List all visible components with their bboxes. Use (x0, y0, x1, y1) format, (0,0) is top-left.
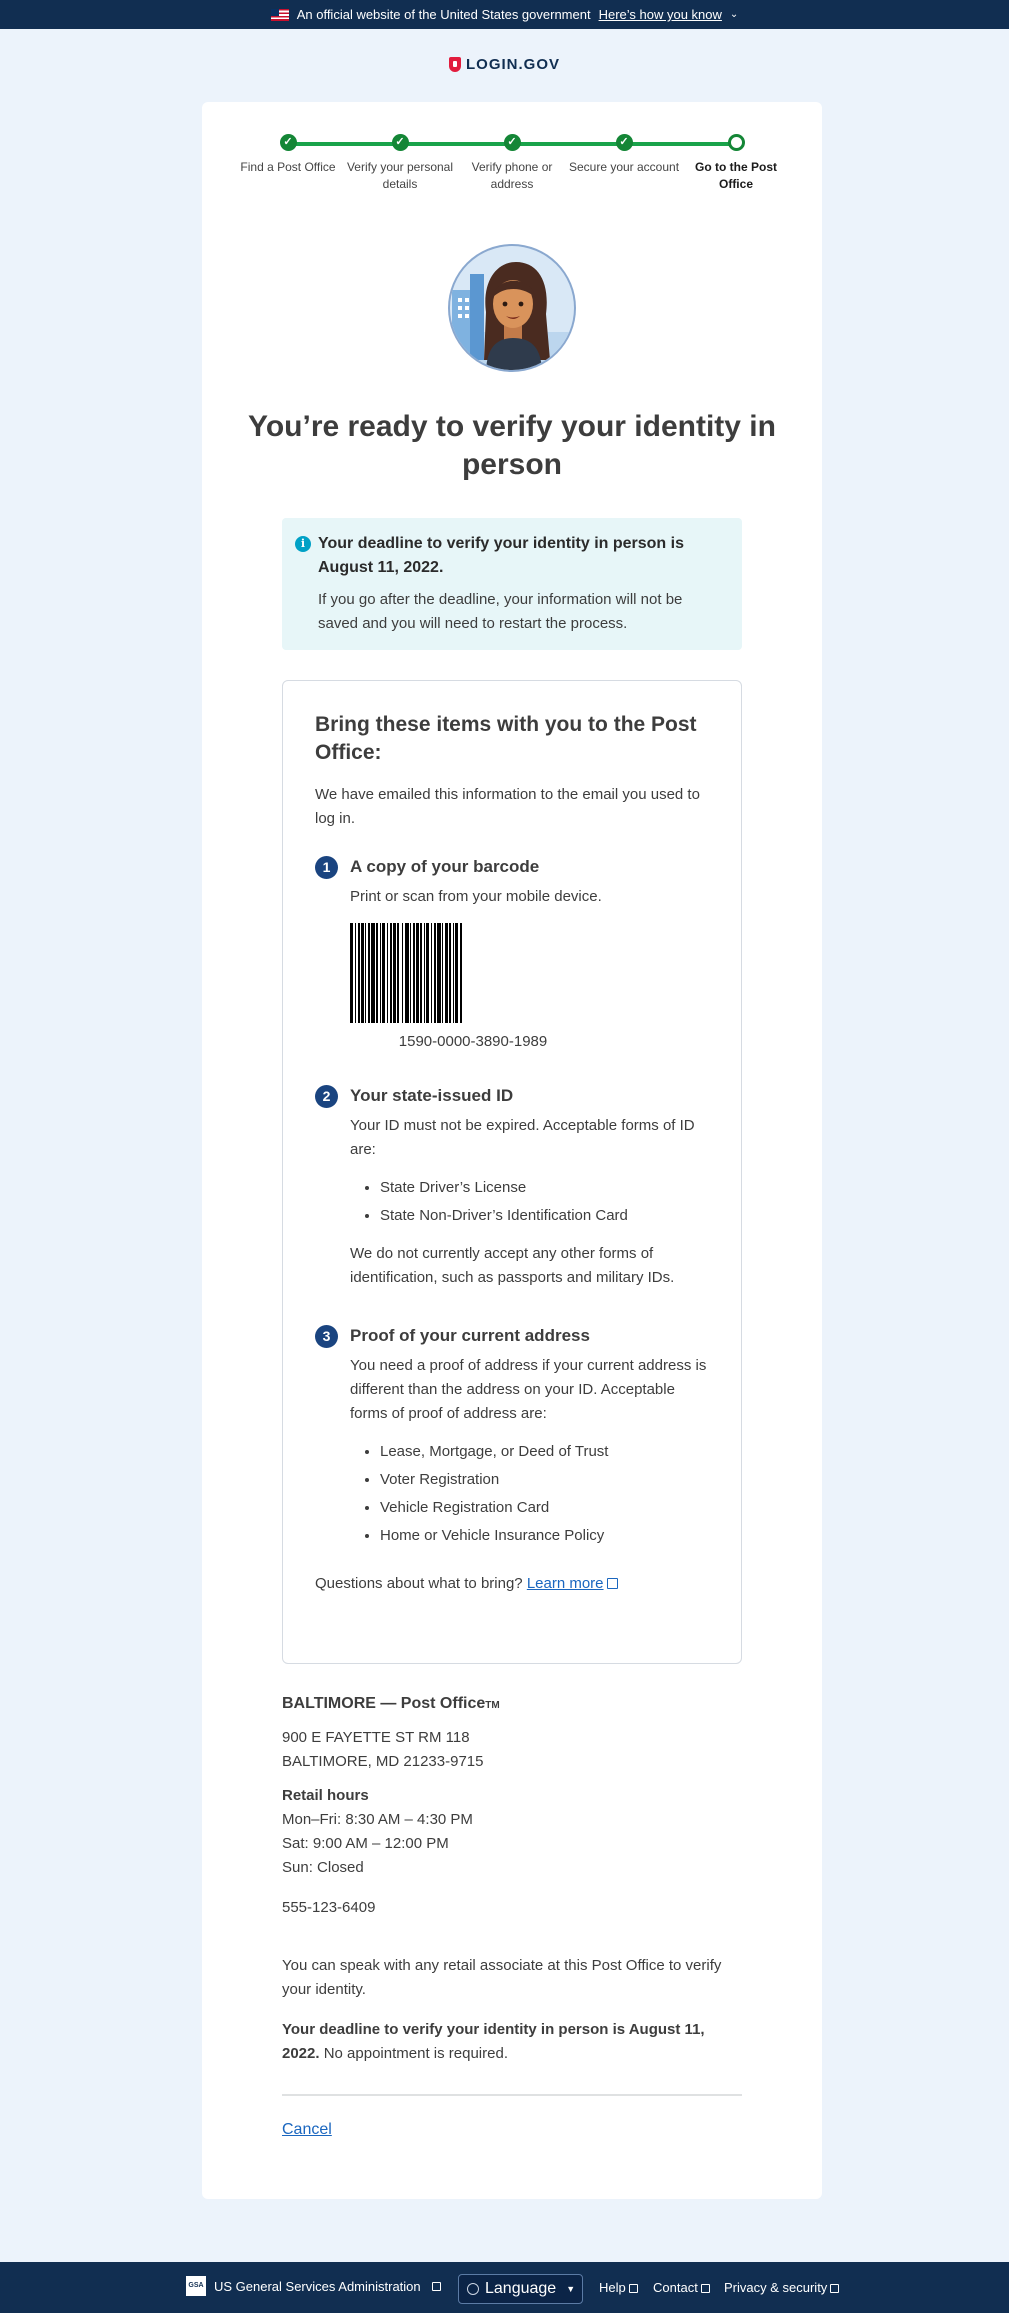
step-number-badge: 3 (315, 1325, 338, 1348)
item-body: Your ID must not be expired. Acceptable forms of ID are: (350, 1117, 695, 1158)
hours-line: Mon–Fri: 8:30 AM – 4:30 PM (282, 1811, 473, 1828)
help-link[interactable] (599, 2280, 638, 2295)
deadline-alert (282, 518, 742, 650)
list-item: • Vehicle Registration Card (380, 1494, 709, 1522)
info-icon: i (295, 536, 311, 552)
current-step-icon (728, 134, 745, 151)
login-gov-logo[interactable] (0, 56, 1009, 73)
check-icon: ✓ (392, 134, 409, 151)
item-barcode (315, 855, 709, 1050)
post-office-name-text: BALTIMORE — Post Office (282, 1695, 486, 1712)
id-list (380, 1174, 709, 1230)
globe-icon (467, 2283, 479, 2295)
post-office-name (282, 1692, 742, 1718)
step-verify-phone-or-address (456, 132, 568, 193)
step-label: Verify your personal details (346, 159, 454, 191)
trademark-mark: TM (485, 1700, 500, 1711)
page-title: You’re ready to verify your identity in person (248, 410, 776, 481)
footer (0, 2262, 1009, 2313)
barcode-image (350, 923, 596, 1023)
items-heading: Bring these items with you to the Post Office: (315, 713, 697, 764)
shield-icon (449, 57, 461, 72)
contact-label: Contact (653, 2280, 698, 2295)
language-selector[interactable] (458, 2274, 583, 2304)
deadline-reminder (282, 2018, 742, 2066)
learn-more-link[interactable] (527, 1575, 618, 1592)
external-link-icon (432, 2282, 441, 2291)
list-item: • State Non-Driver’s Identification Card (380, 1202, 709, 1230)
language-label: Language (485, 2280, 557, 2297)
gov-banner-text: An official website of the United States government (296, 7, 591, 22)
check-icon: ✓ (616, 134, 633, 151)
item-title: A copy of your barcode (350, 857, 540, 876)
hours-line: Sun: Closed (282, 1859, 364, 1876)
step-number-badge: 2 (315, 1085, 338, 1108)
step-label: Secure your account (568, 159, 680, 174)
chevron-down-icon[interactable]: ⌄ (729, 9, 739, 20)
heres-how-you-know-link[interactable]: Here’s how you know (598, 7, 722, 22)
check-icon: ✓ (504, 134, 521, 151)
logo-text: LOGIN.GOV (465, 56, 560, 73)
hours-line: Sat: 9:00 AM – 12:00 PM (282, 1835, 449, 1852)
privacy-security-link[interactable] (724, 2280, 839, 2295)
external-link-icon (701, 2284, 710, 2293)
questions-text (315, 1572, 709, 1596)
gsa-label: US General Services Administration (214, 2278, 421, 2294)
gov-banner (0, 0, 1009, 29)
contact-link[interactable] (653, 2280, 710, 2295)
step-number-badge: 1 (315, 856, 338, 879)
item-title: Proof of your current address (350, 1326, 590, 1345)
item-title: Your state-issued ID (350, 1086, 514, 1105)
step-label: Verify phone or address (471, 159, 553, 191)
main-card (202, 102, 822, 2199)
emailed-note: We have emailed this information to the email you used to log in. (315, 786, 700, 827)
us-flag-icon (271, 9, 289, 21)
cancel-link[interactable]: Cancel (282, 2121, 332, 2138)
address-line: 900 E FAYETTE ST RM 118 (282, 1729, 470, 1746)
step-label: Go to the Post Office (695, 159, 777, 191)
person-avatar-illustration (446, 242, 578, 374)
retail-hours-heading: Retail hours (282, 1787, 369, 1804)
barcode-number: 1590-0000-3890-1989 (398, 1033, 548, 1050)
list-item: • Lease, Mortgage, or Deed of Trust (380, 1438, 709, 1466)
external-link-icon (830, 2284, 839, 2293)
learn-more-label: Learn more (526, 1575, 604, 1592)
gsa-logo: GSA (186, 2276, 206, 2296)
item-body: You need a proof of address if your current address is different than the address on your ID. Acceptable forms of proof of address are: (350, 1357, 707, 1422)
step-verify-personal-details (344, 132, 456, 193)
external-link-icon (607, 1578, 618, 1589)
step-secure-account (568, 132, 680, 176)
help-label: Help (599, 2280, 626, 2295)
address-proof-list (380, 1438, 709, 1550)
check-icon: ✓ (280, 134, 297, 151)
gsa-link[interactable] (186, 2276, 441, 2296)
questions-label: Questions about what to bring? (315, 1575, 523, 1592)
alert-heading: Your deadline to verify your identity in person is August 11, 2022. (318, 535, 684, 576)
step-label: Find a Post Office (240, 159, 336, 174)
address-line: BALTIMORE, MD 21233-9715 (282, 1753, 484, 1770)
phone-number: 555-123-6409 (282, 1899, 376, 1916)
address (282, 1726, 742, 1774)
caret-down-icon: ▼ (566, 2284, 576, 2294)
deadline-rest: No appointment is required. (319, 2045, 508, 2062)
step-go-to-post-office (680, 132, 792, 193)
step-indicator (232, 132, 792, 202)
speak-note: You can speak with any retail associate at this Post Office to verify your identity. (282, 1957, 722, 1998)
item-state-id (315, 1084, 709, 1290)
privacy-label: Privacy & security (724, 2280, 828, 2295)
item-proof-of-address (315, 1324, 709, 1550)
items-to-bring-box (282, 680, 742, 1664)
external-link-icon (629, 2284, 638, 2293)
alert-body: If you go after the deadline, your information will not be saved and you will need to restart the process. (318, 591, 683, 632)
list-item: • Voter Registration (380, 1466, 709, 1494)
id-note: We do not currently accept any other forms of identification, such as passports and military IDs. (350, 1245, 675, 1286)
divider (282, 2094, 742, 2096)
step-find-post-office (232, 132, 344, 176)
list-item: • State Driver’s License (380, 1174, 709, 1202)
deadline-strong: Your deadline to verify your identity in person is August 11, 2022. (282, 2021, 705, 2062)
item-body: Print or scan from your mobile device. (350, 888, 602, 905)
post-office-location (282, 1692, 742, 2066)
list-item: • Home or Vehicle Insurance Policy (380, 1522, 709, 1550)
